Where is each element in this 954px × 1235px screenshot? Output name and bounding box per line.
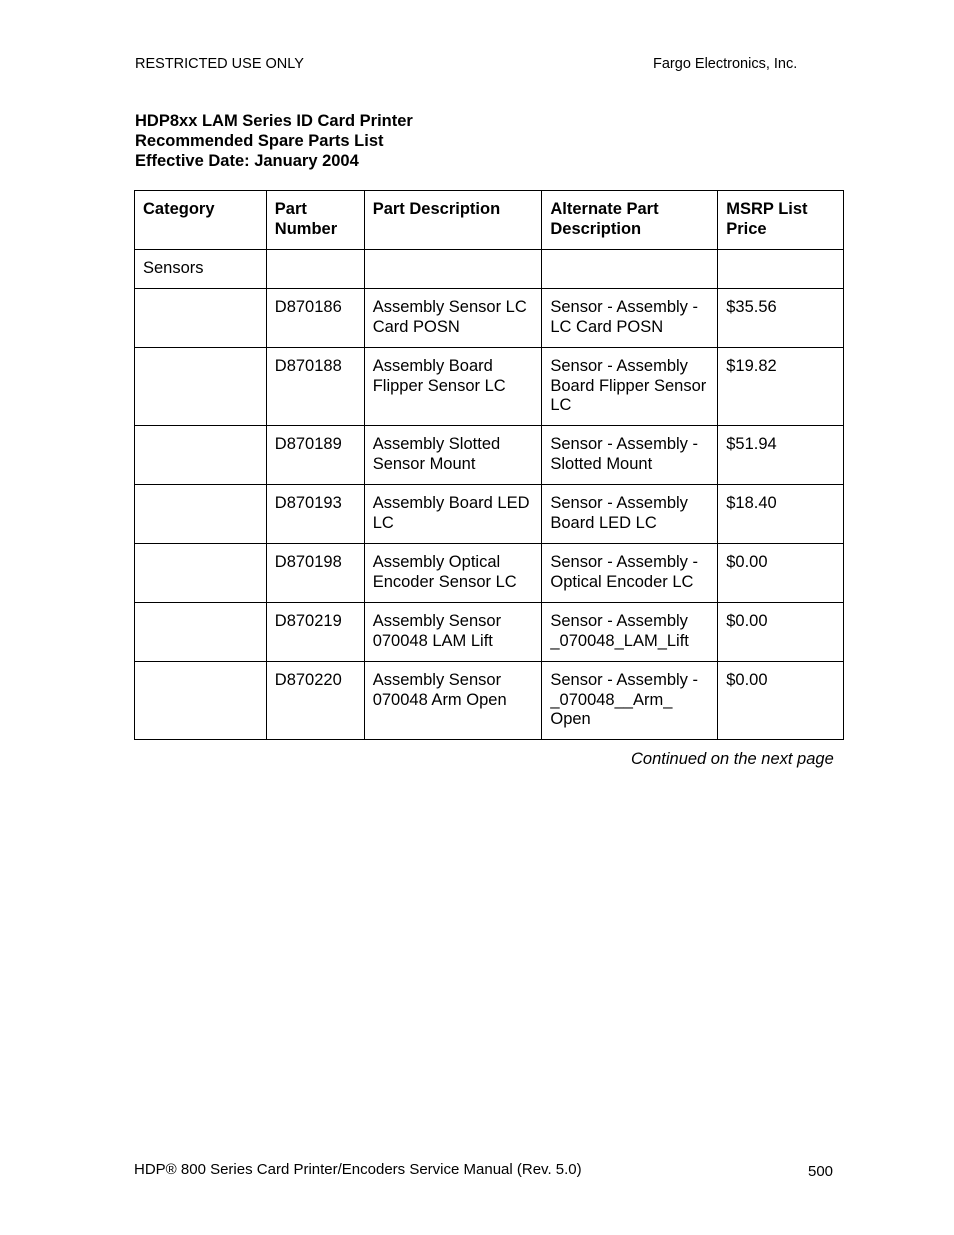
part-description-cell: Assembly Board Flipper Sensor LC <box>364 348 542 426</box>
column-header-alternate-description: Alternate Part Description <box>542 191 718 250</box>
price-cell: $0.00 <box>718 603 844 662</box>
part-description-cell: Assembly Slotted Sensor Mount <box>364 426 542 485</box>
table-row <box>135 485 844 544</box>
alternate-description-cell: Sensor - Assembly Board Flipper Sensor LC <box>542 348 718 426</box>
alternate-description-cell: Sensor - Assembly - Optical Encoder LC <box>542 544 718 603</box>
price-cell: $18.40 <box>718 485 844 544</box>
table-row <box>135 662 844 740</box>
column-header-msrp-price: MSRP List Price <box>718 191 844 250</box>
empty-cell <box>718 250 844 289</box>
table-row <box>135 289 844 348</box>
empty-cell <box>266 250 364 289</box>
table-header-row <box>135 191 844 250</box>
price-cell: $51.94 <box>718 426 844 485</box>
category-cell <box>135 426 267 485</box>
alternate-description-cell: Sensor - Assembly - LC Card POSN <box>542 289 718 348</box>
page-number: 500 <box>808 1163 834 1180</box>
part-description-cell: Assembly Optical Encoder Sensor LC <box>364 544 542 603</box>
table-row <box>135 426 844 485</box>
empty-cell <box>364 250 542 289</box>
part-description-cell: Assembly Sensor 070048 LAM Lift <box>364 603 542 662</box>
title-line-1: HDP8xx LAM Series ID Card Printer <box>135 112 413 130</box>
part-description-cell: Assembly Sensor LC Card POSN <box>364 289 542 348</box>
part-description-cell: Assembly Sensor 070048 Arm Open <box>364 662 542 740</box>
empty-cell <box>542 250 718 289</box>
column-header-category: Category <box>135 191 267 250</box>
category-cell <box>135 289 267 348</box>
part-number-cell: D870198 <box>266 544 364 603</box>
alternate-description-cell: Sensor - Assembly Board LED LC <box>542 485 718 544</box>
category-row <box>135 250 844 289</box>
document-title <box>135 111 413 171</box>
category-cell: Sensors <box>135 250 267 289</box>
alternate-description-cell: Sensor - Assembly _070048_LAM_Lift <box>542 603 718 662</box>
continued-note: Continued on the next page <box>631 750 834 768</box>
part-number-cell: D870220 <box>266 662 364 740</box>
column-header-part-description: Part Description <box>364 191 542 250</box>
footer-manual-title: HDP® 800 Series Card Printer/Encoders Service Manual (Rev. 5.0) <box>134 1161 582 1178</box>
alternate-description-cell: Sensor - Assembly - Slotted Mount <box>542 426 718 485</box>
column-header-part-number: Part Number <box>266 191 364 250</box>
header-company: Fargo Electronics, Inc. <box>653 56 798 72</box>
part-number-cell: D870189 <box>266 426 364 485</box>
category-cell <box>135 544 267 603</box>
table-row <box>135 544 844 603</box>
title-line-2: Recommended Spare Parts List <box>135 132 384 150</box>
category-cell <box>135 485 267 544</box>
price-cell: $19.82 <box>718 348 844 426</box>
spare-parts-table <box>134 190 844 740</box>
table-row <box>135 603 844 662</box>
part-number-cell: D870219 <box>266 603 364 662</box>
header-restricted: RESTRICTED USE ONLY <box>135 56 304 72</box>
part-number-cell: D870186 <box>266 289 364 348</box>
price-cell: $0.00 <box>718 544 844 603</box>
title-line-3: Effective Date: January 2004 <box>135 152 359 170</box>
category-cell <box>135 662 267 740</box>
part-number-cell: D870188 <box>266 348 364 426</box>
part-description-cell: Assembly Board LED LC <box>364 485 542 544</box>
price-cell: $0.00 <box>718 662 844 740</box>
part-number-cell: D870193 <box>266 485 364 544</box>
table-row <box>135 348 844 426</box>
price-cell: $35.56 <box>718 289 844 348</box>
category-cell <box>135 603 267 662</box>
alternate-description-cell: Sensor - Assembly - _070048__Arm_ Open <box>542 662 718 740</box>
category-cell <box>135 348 267 426</box>
